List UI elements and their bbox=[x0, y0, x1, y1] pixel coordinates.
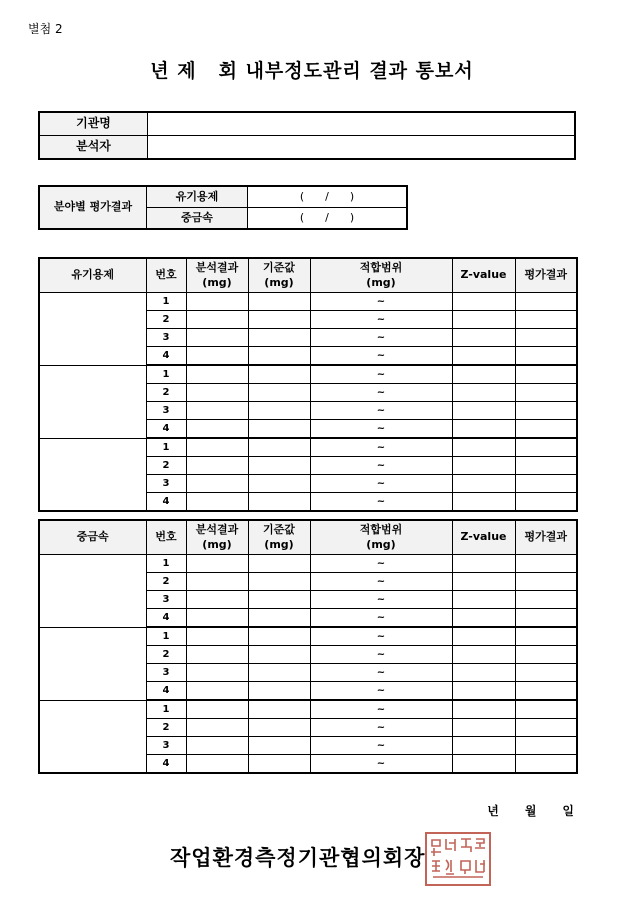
solvent-table-row bbox=[39, 293, 577, 311]
reference-cell[interactable] bbox=[248, 493, 310, 512]
col-reference-line2: (mg) bbox=[264, 537, 294, 551]
col-number-header: 번호 bbox=[146, 520, 186, 555]
date-year: 년 bbox=[487, 804, 499, 818]
field-eval-metal-value[interactable]: ( / ) bbox=[248, 208, 408, 230]
evaluation-cell[interactable] bbox=[515, 573, 577, 591]
row-number: 4 bbox=[146, 347, 186, 366]
zvalue-cell[interactable] bbox=[452, 573, 515, 591]
evaluation-cell[interactable] bbox=[515, 438, 577, 457]
zvalue-cell[interactable] bbox=[452, 719, 515, 737]
field-eval-label: 분야별 평가결과 bbox=[39, 186, 147, 229]
date-month: 월 bbox=[524, 804, 537, 818]
field-eval-solvent-value[interactable]: ( / ) bbox=[248, 186, 408, 208]
reference-cell[interactable] bbox=[248, 384, 310, 402]
reference-cell[interactable] bbox=[248, 591, 310, 609]
zvalue-cell[interactable] bbox=[452, 591, 515, 609]
result-cell[interactable] bbox=[186, 438, 248, 457]
col-range-line2: (mg) bbox=[366, 275, 396, 289]
row-number: 3 bbox=[146, 591, 186, 609]
result-cell[interactable] bbox=[186, 402, 248, 420]
range-cell[interactable]: ~ bbox=[310, 457, 452, 475]
title-part1: 년 제 bbox=[150, 60, 197, 82]
result-cell[interactable] bbox=[186, 664, 248, 682]
reference-cell[interactable] bbox=[248, 573, 310, 591]
result-cell[interactable] bbox=[186, 329, 248, 347]
row-number: 3 bbox=[146, 664, 186, 682]
analyst-row bbox=[39, 136, 575, 160]
organization-name: 작업환경측정기관협의회장 bbox=[170, 846, 426, 870]
metal-substance-cell[interactable] bbox=[39, 627, 146, 700]
col-zvalue-header: Z-value bbox=[452, 258, 515, 293]
institution-label: 기관명 bbox=[39, 112, 148, 136]
evaluation-cell[interactable] bbox=[515, 384, 577, 402]
reference-cell[interactable] bbox=[248, 682, 310, 701]
col-reference-line1: 기준값 bbox=[263, 523, 295, 537]
range-cell[interactable]: ~ bbox=[310, 555, 452, 573]
reference-cell[interactable] bbox=[248, 402, 310, 420]
solvent-header-row bbox=[39, 258, 577, 293]
reference-cell[interactable] bbox=[248, 609, 310, 628]
reference-cell[interactable] bbox=[248, 737, 310, 755]
evaluation-cell[interactable] bbox=[515, 457, 577, 475]
evaluation-cell[interactable] bbox=[515, 755, 577, 774]
col-evaluation-header: 평가결과 bbox=[515, 258, 577, 293]
metal-table-row bbox=[39, 627, 577, 646]
zvalue-cell[interactable] bbox=[452, 438, 515, 457]
official-seal bbox=[425, 832, 491, 886]
solvent-result-table bbox=[38, 257, 578, 512]
col-reference-header bbox=[248, 520, 310, 555]
evaluation-cell[interactable] bbox=[515, 719, 577, 737]
row-number: 4 bbox=[146, 493, 186, 512]
zvalue-cell[interactable] bbox=[452, 737, 515, 755]
row-number: 1 bbox=[146, 555, 186, 573]
metal-substance-cell[interactable] bbox=[39, 555, 146, 628]
col-range-header bbox=[310, 520, 452, 555]
solvent-substance-cell[interactable] bbox=[39, 365, 146, 438]
zvalue-cell[interactable] bbox=[452, 664, 515, 682]
row-number: 2 bbox=[146, 719, 186, 737]
range-cell[interactable]: ~ bbox=[310, 682, 452, 701]
reference-cell[interactable] bbox=[248, 555, 310, 573]
result-cell[interactable] bbox=[186, 627, 248, 646]
row-number: 2 bbox=[146, 457, 186, 475]
evaluation-cell[interactable] bbox=[515, 627, 577, 646]
range-cell[interactable]: ~ bbox=[310, 475, 452, 493]
evaluation-cell[interactable] bbox=[515, 664, 577, 682]
col-range-line2: (mg) bbox=[366, 537, 396, 551]
result-cell[interactable] bbox=[186, 591, 248, 609]
range-cell[interactable]: ~ bbox=[310, 609, 452, 628]
row-number: 1 bbox=[146, 365, 186, 384]
field-eval-row-solvent bbox=[39, 186, 407, 208]
reference-cell[interactable] bbox=[248, 311, 310, 329]
solvent-substance-cell[interactable] bbox=[39, 438, 146, 511]
row-number: 2 bbox=[146, 646, 186, 664]
col-result-line1: 분석결과 bbox=[195, 261, 239, 275]
reference-cell[interactable] bbox=[248, 438, 310, 457]
col-result-header bbox=[186, 520, 248, 555]
reference-cell[interactable] bbox=[248, 347, 310, 366]
reference-cell[interactable] bbox=[248, 700, 310, 719]
seal-stamp-icon bbox=[427, 834, 489, 884]
col-reference-line2: (mg) bbox=[264, 275, 294, 289]
range-cell[interactable]: ~ bbox=[310, 384, 452, 402]
zvalue-cell[interactable] bbox=[452, 420, 515, 439]
col-evaluation-header: 평가결과 bbox=[515, 520, 577, 555]
row-number: 1 bbox=[146, 438, 186, 457]
solvent-table-row bbox=[39, 438, 577, 457]
result-cell[interactable] bbox=[186, 682, 248, 701]
reference-cell[interactable] bbox=[248, 646, 310, 664]
col-zvalue-header: Z-value bbox=[452, 520, 515, 555]
result-cell[interactable] bbox=[186, 347, 248, 366]
reference-cell[interactable] bbox=[248, 664, 310, 682]
range-cell[interactable]: ~ bbox=[310, 664, 452, 682]
zvalue-cell[interactable] bbox=[452, 347, 515, 366]
solvent-section-label: 유기용제 bbox=[39, 258, 146, 293]
reference-cell[interactable] bbox=[248, 475, 310, 493]
evaluation-cell[interactable] bbox=[515, 493, 577, 512]
result-cell[interactable] bbox=[186, 573, 248, 591]
page-title bbox=[0, 56, 624, 83]
evaluation-cell[interactable] bbox=[515, 365, 577, 384]
date-line bbox=[461, 802, 574, 819]
range-cell[interactable]: ~ bbox=[310, 700, 452, 719]
row-number: 3 bbox=[146, 402, 186, 420]
range-cell[interactable]: ~ bbox=[310, 627, 452, 646]
reference-cell[interactable] bbox=[248, 365, 310, 384]
range-cell[interactable]: ~ bbox=[310, 573, 452, 591]
row-number: 1 bbox=[146, 293, 186, 311]
evaluation-cell[interactable] bbox=[515, 293, 577, 311]
row-number: 2 bbox=[146, 573, 186, 591]
evaluation-cell[interactable] bbox=[515, 700, 577, 719]
result-cell[interactable] bbox=[186, 365, 248, 384]
solvent-substance-cell[interactable] bbox=[39, 293, 146, 366]
range-cell[interactable]: ~ bbox=[310, 719, 452, 737]
col-range-line1: 적합범위 bbox=[359, 261, 403, 275]
col-range-line1: 적합범위 bbox=[359, 523, 403, 537]
result-cell[interactable] bbox=[186, 737, 248, 755]
range-cell[interactable]: ~ bbox=[310, 755, 452, 774]
range-cell[interactable]: ~ bbox=[310, 591, 452, 609]
row-number: 3 bbox=[146, 475, 186, 493]
result-cell[interactable] bbox=[186, 700, 248, 719]
row-number: 1 bbox=[146, 700, 186, 719]
evaluation-cell[interactable] bbox=[515, 347, 577, 366]
range-cell[interactable]: ~ bbox=[310, 493, 452, 512]
institution-row bbox=[39, 112, 575, 136]
row-number: 4 bbox=[146, 682, 186, 701]
result-cell[interactable] bbox=[186, 493, 248, 512]
result-cell[interactable] bbox=[186, 457, 248, 475]
range-cell[interactable]: ~ bbox=[310, 365, 452, 384]
field-eval-solvent-name: 유기용제 bbox=[147, 186, 248, 208]
zvalue-cell[interactable] bbox=[452, 402, 515, 420]
range-cell[interactable]: ~ bbox=[310, 737, 452, 755]
evaluation-cell[interactable] bbox=[515, 475, 577, 493]
evaluation-cell[interactable] bbox=[515, 591, 577, 609]
zvalue-cell[interactable] bbox=[452, 755, 515, 774]
metal-table-row bbox=[39, 555, 577, 573]
col-number-header: 번호 bbox=[146, 258, 186, 293]
reference-cell[interactable] bbox=[248, 719, 310, 737]
zvalue-cell[interactable] bbox=[452, 457, 515, 475]
zvalue-cell[interactable] bbox=[452, 475, 515, 493]
metal-table-row bbox=[39, 700, 577, 719]
row-number: 3 bbox=[146, 329, 186, 347]
metal-header-row bbox=[39, 520, 577, 555]
col-range-header bbox=[310, 258, 452, 293]
reference-cell[interactable] bbox=[248, 627, 310, 646]
zvalue-cell[interactable] bbox=[452, 493, 515, 512]
metal-result-table bbox=[38, 519, 578, 774]
evaluation-cell[interactable] bbox=[515, 646, 577, 664]
row-number: 2 bbox=[146, 384, 186, 402]
institution-field[interactable] bbox=[148, 112, 576, 136]
result-cell[interactable] bbox=[186, 755, 248, 774]
range-cell[interactable]: ~ bbox=[310, 402, 452, 420]
range-cell[interactable]: ~ bbox=[310, 438, 452, 457]
result-cell[interactable] bbox=[186, 646, 248, 664]
reference-cell[interactable] bbox=[248, 457, 310, 475]
reference-cell[interactable] bbox=[248, 420, 310, 439]
zvalue-cell[interactable] bbox=[452, 700, 515, 719]
reference-cell[interactable] bbox=[248, 329, 310, 347]
row-number: 4 bbox=[146, 609, 186, 628]
row-number: 1 bbox=[146, 627, 186, 646]
range-cell[interactable]: ~ bbox=[310, 646, 452, 664]
col-result-line2: (mg) bbox=[202, 537, 232, 551]
evaluation-cell[interactable] bbox=[515, 402, 577, 420]
result-cell[interactable] bbox=[186, 293, 248, 311]
reference-cell[interactable] bbox=[248, 293, 310, 311]
row-number: 3 bbox=[146, 737, 186, 755]
result-cell[interactable] bbox=[186, 420, 248, 439]
zvalue-cell[interactable] bbox=[452, 365, 515, 384]
row-number: 4 bbox=[146, 755, 186, 774]
row-number: 4 bbox=[146, 420, 186, 439]
zvalue-cell[interactable] bbox=[452, 682, 515, 701]
evaluation-cell[interactable] bbox=[515, 420, 577, 439]
col-reference-header bbox=[248, 258, 310, 293]
analyst-field[interactable] bbox=[148, 136, 576, 160]
zvalue-cell[interactable] bbox=[452, 293, 515, 311]
row-number: 2 bbox=[146, 311, 186, 329]
result-cell[interactable] bbox=[186, 555, 248, 573]
analyst-label: 분석자 bbox=[39, 136, 148, 160]
range-cell[interactable]: ~ bbox=[310, 329, 452, 347]
col-result-line2: (mg) bbox=[202, 275, 232, 289]
evaluation-cell[interactable] bbox=[515, 311, 577, 329]
solvent-table-row bbox=[39, 365, 577, 384]
date-day: 일 bbox=[562, 804, 574, 818]
col-result-header bbox=[186, 258, 248, 293]
evaluation-cell[interactable] bbox=[515, 737, 577, 755]
zvalue-cell[interactable] bbox=[452, 627, 515, 646]
range-cell[interactable]: ~ bbox=[310, 293, 452, 311]
reference-cell[interactable] bbox=[248, 755, 310, 774]
col-reference-line1: 기준값 bbox=[263, 261, 295, 275]
evaluation-cell[interactable] bbox=[515, 329, 577, 347]
result-cell[interactable] bbox=[186, 384, 248, 402]
attachment-label: 별첨 2 bbox=[28, 22, 63, 36]
range-cell[interactable]: ~ bbox=[310, 420, 452, 439]
title-part2: 회 내부정도관리 결과 통보서 bbox=[218, 60, 474, 82]
zvalue-cell[interactable] bbox=[452, 609, 515, 628]
range-cell[interactable]: ~ bbox=[310, 347, 452, 366]
zvalue-cell[interactable] bbox=[452, 329, 515, 347]
range-cell[interactable]: ~ bbox=[310, 311, 452, 329]
col-result-line1: 분석결과 bbox=[195, 523, 239, 537]
result-cell[interactable] bbox=[186, 475, 248, 493]
field-eval-metal-name: 중금속 bbox=[147, 208, 248, 230]
metal-section-label: 중금속 bbox=[39, 520, 146, 555]
metal-substance-cell[interactable] bbox=[39, 700, 146, 773]
zvalue-cell[interactable] bbox=[452, 311, 515, 329]
evaluation-cell[interactable] bbox=[515, 609, 577, 628]
evaluation-cell[interactable] bbox=[515, 682, 577, 701]
result-cell[interactable] bbox=[186, 719, 248, 737]
result-cell[interactable] bbox=[186, 609, 248, 628]
zvalue-cell[interactable] bbox=[452, 384, 515, 402]
zvalue-cell[interactable] bbox=[452, 555, 515, 573]
result-cell[interactable] bbox=[186, 311, 248, 329]
field-evaluation-table bbox=[38, 185, 408, 230]
institution-info-table bbox=[38, 111, 576, 160]
evaluation-cell[interactable] bbox=[515, 555, 577, 573]
zvalue-cell[interactable] bbox=[452, 646, 515, 664]
